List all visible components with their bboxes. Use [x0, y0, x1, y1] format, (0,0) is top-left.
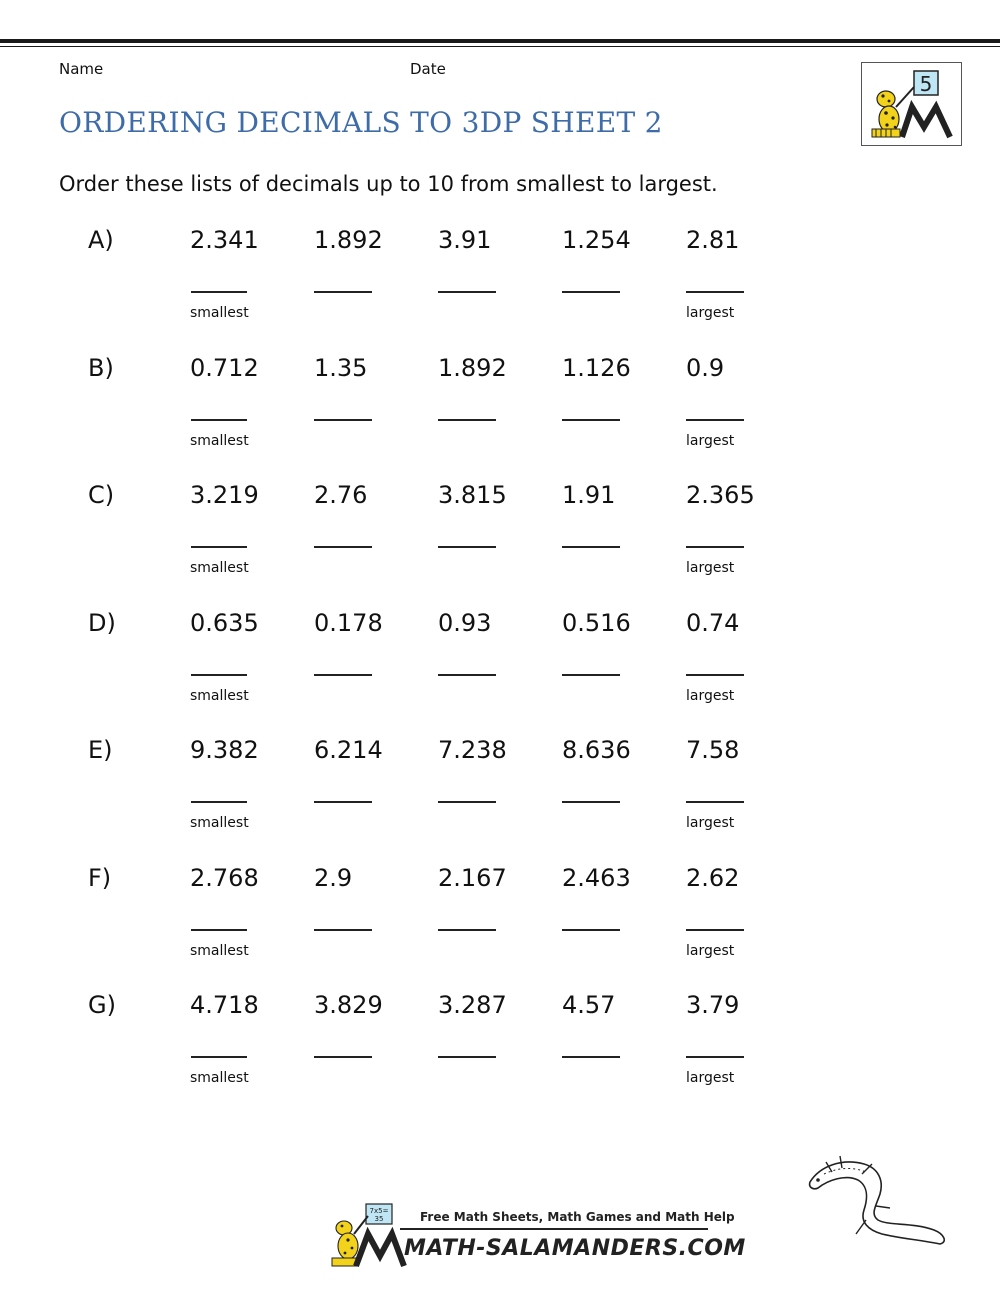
decimal-value: 2.167 — [438, 864, 507, 892]
problem-f — [0, 864, 1000, 992]
top-border-thin — [0, 46, 1000, 47]
answer-blank[interactable] — [314, 674, 372, 676]
answer-blank[interactable] — [191, 674, 247, 676]
decimal-value: 8.636 — [562, 736, 631, 764]
answer-blank[interactable] — [438, 546, 496, 548]
decimal-value: 2.365 — [686, 481, 755, 509]
decimal-value: 0.178 — [314, 609, 383, 637]
problem-b — [0, 354, 1000, 482]
largest-hint: largest — [686, 688, 735, 704]
answer-blank[interactable] — [438, 674, 496, 676]
answer-blank[interactable] — [562, 1056, 620, 1058]
decimal-value: 2.76 — [314, 481, 368, 509]
decimal-value: 3.829 — [314, 991, 383, 1019]
largest-hint: largest — [686, 943, 735, 959]
answer-blank[interactable] — [562, 801, 620, 803]
decimal-value: 0.635 — [190, 609, 259, 637]
decimal-value: 2.62 — [686, 864, 740, 892]
answer-blank[interactable] — [314, 419, 372, 421]
answer-blank[interactable] — [191, 546, 247, 548]
decimal-value: 1.35 — [314, 354, 368, 382]
problem-a — [0, 226, 1000, 354]
answer-blank[interactable] — [686, 546, 744, 548]
footer-divider — [400, 1228, 708, 1230]
salamander-drawing-icon — [802, 1150, 952, 1250]
problem-label: E) — [88, 736, 113, 764]
answer-blank[interactable] — [314, 801, 372, 803]
page-title: ORDERING DECIMALS TO 3DP SHEET 2 — [59, 106, 663, 139]
instructions: Order these lists of decimals up to 10 from smallest to largest. — [59, 172, 718, 196]
smallest-hint: smallest — [190, 1070, 249, 1086]
answer-blank[interactable] — [686, 801, 744, 803]
problem-d — [0, 609, 1000, 737]
svg-text:7x5=: 7x5= — [369, 1207, 389, 1215]
answer-blank[interactable] — [438, 291, 496, 293]
decimal-value: 3.219 — [190, 481, 259, 509]
decimal-value: 3.815 — [438, 481, 507, 509]
decimal-value: 2.341 — [190, 226, 259, 254]
answer-blank[interactable] — [686, 674, 744, 676]
answer-blank[interactable] — [686, 291, 744, 293]
decimal-value: 1.892 — [438, 354, 507, 382]
answer-blank[interactable] — [191, 929, 247, 931]
answer-blank[interactable] — [191, 419, 247, 421]
answer-blank[interactable] — [562, 419, 620, 421]
answer-blank[interactable] — [438, 419, 496, 421]
grade-number: 5 — [919, 72, 933, 96]
smallest-hint: smallest — [190, 305, 249, 321]
answer-blank[interactable] — [314, 291, 372, 293]
answer-blank[interactable] — [686, 419, 744, 421]
decimal-value: 7.58 — [686, 736, 740, 764]
footer-tagline: Free Math Sheets, Math Games and Math Help — [420, 1210, 735, 1224]
largest-hint: largest — [686, 815, 735, 831]
decimal-value: 4.57 — [562, 991, 616, 1019]
problem-label: C) — [88, 481, 115, 509]
decimal-value: 2.9 — [314, 864, 353, 892]
answer-blank[interactable] — [438, 1056, 496, 1058]
answer-blank[interactable] — [191, 291, 247, 293]
smallest-hint: smallest — [190, 688, 249, 704]
salamander-logo-icon — [862, 63, 961, 145]
smallest-hint: smallest — [190, 815, 249, 831]
answer-blank[interactable] — [314, 546, 372, 548]
answer-blank[interactable] — [562, 546, 620, 548]
decimal-value: 2.768 — [190, 864, 259, 892]
decimal-value: 7.238 — [438, 736, 507, 764]
largest-hint: largest — [686, 560, 735, 576]
problem-c — [0, 481, 1000, 609]
problem-label: G) — [88, 991, 116, 1019]
decimal-value: 0.712 — [190, 354, 259, 382]
smallest-hint: smallest — [190, 560, 249, 576]
problem-label: A) — [88, 226, 114, 254]
answer-blank[interactable] — [438, 801, 496, 803]
decimal-value: 1.254 — [562, 226, 631, 254]
answer-blank[interactable] — [314, 929, 372, 931]
decimal-value: 4.718 — [190, 991, 259, 1019]
top-border-thick — [0, 39, 1000, 43]
decimal-value: 1.126 — [562, 354, 631, 382]
problem-g — [0, 991, 1000, 1119]
decimal-value: 3.287 — [438, 991, 507, 1019]
decimal-value: 9.382 — [190, 736, 259, 764]
problem-label: B) — [88, 354, 114, 382]
svg-text:35: 35 — [374, 1215, 384, 1223]
answer-blank[interactable] — [314, 1056, 372, 1058]
decimal-value: 2.81 — [686, 226, 740, 254]
answer-blank[interactable] — [562, 929, 620, 931]
decimal-value: 2.463 — [562, 864, 631, 892]
name-label: Name — [59, 60, 104, 78]
decimal-value: 0.9 — [686, 354, 725, 382]
smallest-hint: smallest — [190, 943, 249, 959]
decimal-value: 0.93 — [438, 609, 492, 637]
problem-label: F) — [88, 864, 112, 892]
answer-blank[interactable] — [686, 1056, 744, 1058]
decimal-value: 1.892 — [314, 226, 383, 254]
answer-blank[interactable] — [191, 801, 247, 803]
answer-blank[interactable] — [562, 291, 620, 293]
largest-hint: largest — [686, 305, 735, 321]
decimal-value: 0.74 — [686, 609, 740, 637]
answer-blank[interactable] — [686, 929, 744, 931]
date-label: Date — [410, 60, 446, 78]
answer-blank[interactable] — [562, 674, 620, 676]
answer-blank[interactable] — [438, 929, 496, 931]
answer-blank[interactable] — [191, 1056, 247, 1058]
problem-label: D) — [88, 609, 116, 637]
largest-hint: largest — [686, 433, 735, 449]
decimal-value: 6.214 — [314, 736, 383, 764]
decimal-value: 3.91 — [438, 226, 492, 254]
decimal-value: 0.516 — [562, 609, 631, 637]
smallest-hint: smallest — [190, 433, 249, 449]
grade-badge — [861, 62, 962, 146]
problem-e — [0, 736, 1000, 864]
decimal-value: 1.91 — [562, 481, 616, 509]
largest-hint: largest — [686, 1070, 735, 1086]
decimal-value: 3.79 — [686, 991, 740, 1019]
footer-brand: MATH-SALAMANDERS.COM — [404, 1236, 746, 1261]
